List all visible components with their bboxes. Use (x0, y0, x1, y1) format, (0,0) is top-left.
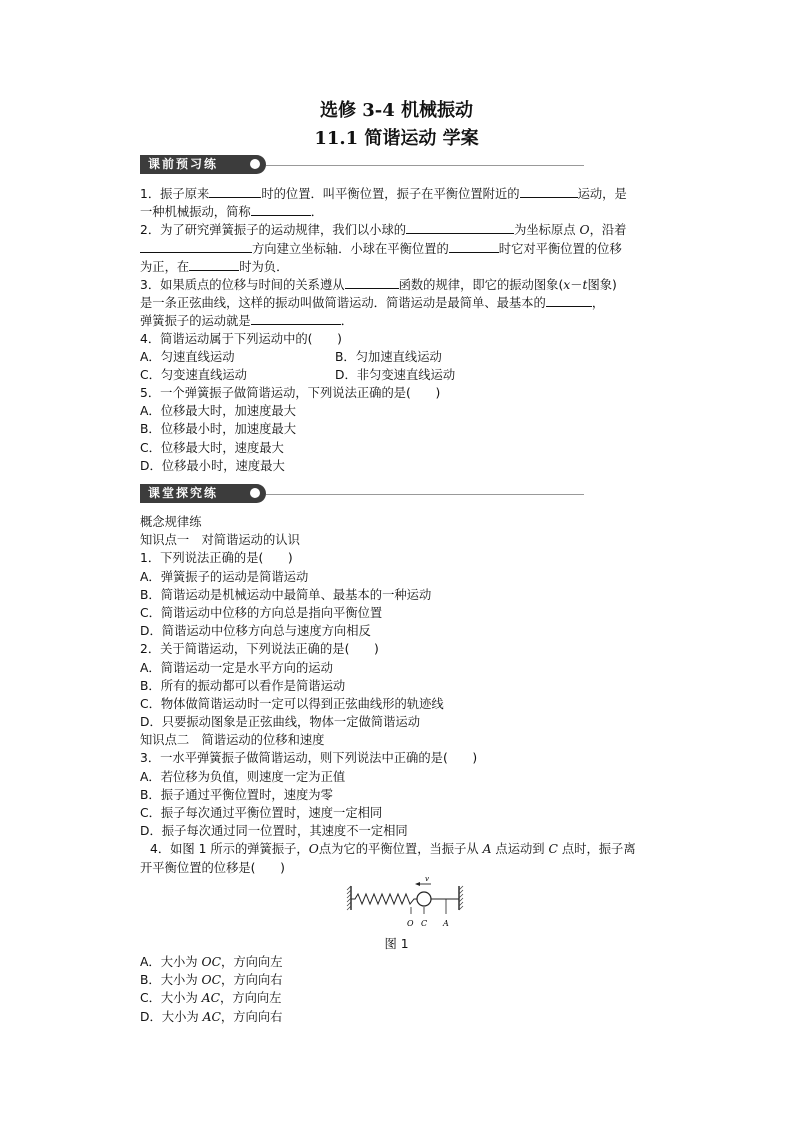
text: AC (202, 1009, 221, 1024)
answer-blank (251, 202, 311, 216)
text: ，方向向右 (221, 973, 283, 988)
answer-blank (209, 184, 261, 198)
text: ，方向向左 (221, 955, 283, 969)
text: O (579, 223, 590, 238)
option-b: B．位移最小时，加速度最大 (140, 422, 296, 437)
text: ． (310, 205, 323, 220)
label-o: O (407, 919, 414, 928)
text: 运动，是 (577, 187, 627, 201)
question-1-line-1 (140, 184, 685, 202)
text: A (482, 842, 492, 857)
text: 为正，在 (140, 259, 190, 274)
question-2-line-1 (140, 220, 685, 238)
option-b: B．所有的振动都可以看作是简谐运动 (140, 678, 346, 693)
option-a: A．弹簧振子的运动是简谐运动 (140, 569, 309, 584)
option-b: B．匀加速直线运动 (335, 349, 442, 364)
option-c: C．物体做简谐运动时一定可以得到正弦曲线形的轨迹线 (140, 696, 444, 711)
option-d: D．简谐运动中位移方向总与速度方向相反 (140, 624, 371, 639)
knowledge-point-1: 知识点一 对简谐运动的认识 (140, 533, 300, 548)
option-d: D．只要振动图象是正弦曲线，物体一定做简谐运动 (140, 715, 421, 730)
text: 点运动到 (491, 842, 549, 857)
text: ． (340, 314, 353, 329)
option-c (140, 989, 685, 1007)
option-d (140, 1008, 685, 1026)
spring (351, 894, 417, 904)
option-c: C．位移最大时，速度最大 (140, 440, 284, 455)
text: x (563, 277, 571, 292)
text: t (582, 277, 588, 292)
answer-blank (189, 257, 239, 271)
text: D．大小为 (140, 1009, 203, 1024)
section-dot-icon (250, 488, 260, 498)
arrow-head-icon (415, 882, 420, 886)
figure-caption: 图 1 (384, 937, 409, 951)
text: 为坐标原点 (514, 223, 580, 238)
option-c: C．匀变速直线运动 (140, 367, 247, 382)
text: 时的位置．叫平衡位置，振子在平衡位置附近的 (261, 187, 520, 201)
preview-section (140, 184, 685, 475)
text: 方向建立坐标轴．小球在平衡位置的 (252, 241, 449, 256)
text: ， (591, 296, 605, 311)
text: ，方向向左 (219, 991, 282, 1006)
velocity-label: v (425, 875, 429, 883)
label-a: A (443, 919, 449, 928)
section-divider (266, 494, 584, 495)
answer-blank (520, 184, 578, 198)
text: 2．为了研究弹簧振子的运动规律，我们以小球的 (140, 223, 407, 238)
question-1: 1．下列说法正确的是( ) (140, 551, 293, 566)
text: 一种机械振动，简称 (140, 205, 251, 220)
option-c: C．振子每次通过平衡位置时，速度一定相同 (140, 806, 383, 820)
text: AC (201, 991, 220, 1006)
answer-blank (449, 239, 499, 253)
text: － (570, 277, 583, 292)
text: ，方向向右 (220, 1009, 283, 1024)
text: C．大小为 (140, 991, 202, 1006)
document-title: 选修 3-4 机械振动 (319, 100, 474, 121)
classroom-section (140, 513, 685, 877)
question-3-line-3 (140, 311, 685, 329)
question-4-line-1 (140, 840, 685, 858)
question-4-options (140, 953, 685, 1026)
text: 点时，振子离 (557, 842, 636, 857)
question-2-line-2 (140, 239, 685, 257)
text: OC (201, 973, 222, 988)
text: 时为负． (239, 259, 289, 274)
text: 1．振子原来 (140, 187, 210, 201)
text: 函数的规律，即它的振动图象( (398, 277, 564, 292)
question-2: 2．关于简谐运动，下列说法正确的是( ) (140, 642, 379, 657)
text: O (308, 842, 319, 857)
text: 弹簧振子的运动就是 (140, 314, 251, 329)
option-a: A．匀速直线运动 (140, 349, 235, 364)
knowledge-point-2: 知识点二 简谐运动的位移和速度 (140, 733, 325, 748)
answer-blank (251, 311, 341, 325)
section-dot-icon (250, 159, 260, 169)
oscillator-ball (417, 892, 431, 906)
text: OC (201, 955, 222, 969)
option-a (140, 953, 685, 971)
option-b (140, 971, 685, 989)
option-b: B．振子通过平衡位置时，速度为零 (140, 787, 333, 802)
text: 4．如图 1 所示的弹簧振子， (150, 842, 309, 857)
text: 图象) (587, 277, 617, 292)
text: 是一条正弦曲线，这样的振动叫做简谐运动．简谐运动是最简单、最基本的 (140, 296, 546, 311)
option-d: D．非匀变速直线运动 (335, 367, 456, 382)
answer-blank (140, 239, 252, 253)
option-b: B．简谐运动是机械运动中最简单、最基本的一种运动 (140, 587, 432, 602)
answer-blank (546, 293, 592, 307)
text: A．大小为 (140, 955, 202, 969)
label-c: C (421, 919, 428, 928)
question-1-line-2 (140, 202, 685, 220)
question-4-line-2: 开平衡位置的位移是( ) (140, 860, 285, 875)
question-4-options-row-2 (140, 366, 685, 384)
text: C (548, 842, 558, 857)
text: 时它对平衡位置的位移 (498, 241, 622, 256)
question-5: 5．一个弹簧振子做简谐运动，下列说法正确的是( ) (140, 386, 441, 401)
option-a: A．位移最大时，加速度最大 (140, 404, 296, 419)
option-d: D．振子每次通过同一位置时，其速度不一定相同 (140, 824, 408, 839)
subheading: 概念规律练 (140, 515, 202, 529)
document-subtitle: 11.1 简谐运动 学案 (314, 128, 479, 149)
answer-blank (406, 220, 514, 234)
text: 3．如果质点的位移与时间的关系遵从 (140, 277, 345, 292)
text: ，沿着 (589, 223, 627, 238)
section-divider (266, 165, 584, 166)
question-3-line-1 (140, 275, 685, 293)
question-4: 4．简谐运动属于下列运动中的( ) (140, 331, 342, 346)
option-d: D．位移最小时，速度最大 (140, 458, 285, 473)
option-c: C．简谐运动中位移的方向总是指向平衡位置 (140, 605, 383, 620)
question-3: 3．一水平弹簧振子做简谐运动，则下列说法中正确的是( ) (140, 751, 478, 766)
text: 点为它的平衡位置，当振子从 (318, 842, 483, 857)
question-2-line-3 (140, 257, 685, 275)
question-3-line-2 (140, 293, 685, 311)
answer-blank (345, 275, 399, 289)
question-4-options-row-1 (140, 348, 685, 366)
option-a: A．简谐运动一定是水平方向的运动 (140, 660, 333, 675)
option-a: A．若位移为负值，则速度一定为正值 (140, 769, 346, 784)
text: B．大小为 (140, 973, 202, 988)
section-tag: 课堂探究练 (140, 484, 266, 503)
section-tag: 课前预习练 (140, 155, 266, 174)
